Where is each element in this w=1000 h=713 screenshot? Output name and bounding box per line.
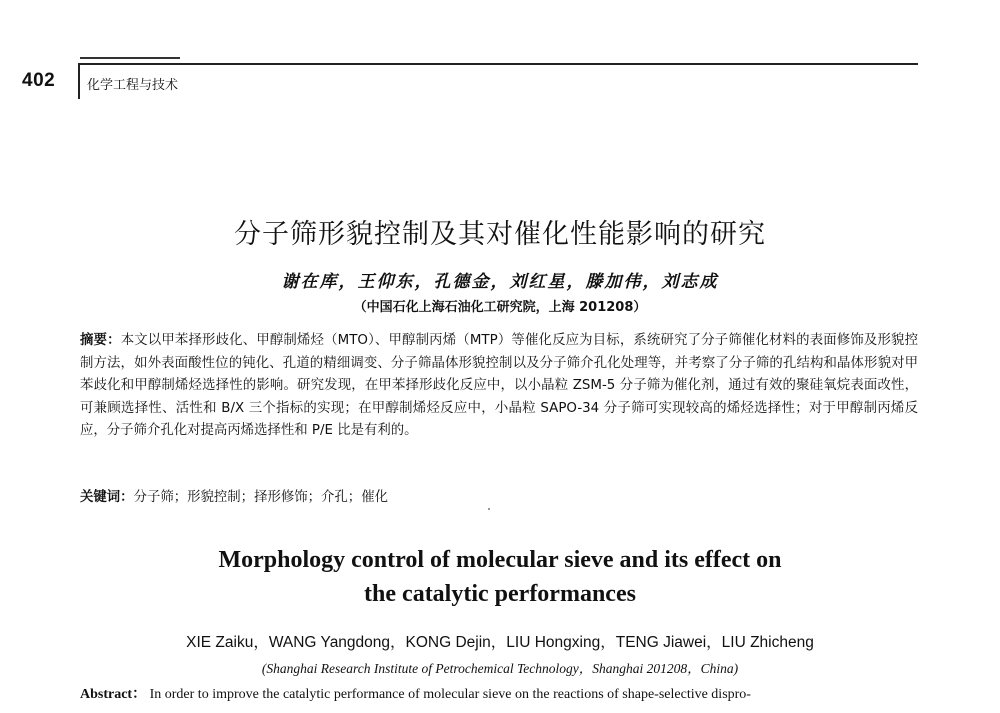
chinese-authors: 谢在库，王仰东，孔德金，刘红星，滕加伟，刘志成 [281, 272, 719, 292]
english-abstract-text: In order to improve the catalytic performance of molecular sieve on the reactions of shape-selective dispro- [149, 687, 751, 702]
chinese-affiliation: （中国石化上海石油化工研究院，上海 201208） [353, 300, 647, 315]
chinese-title: 分子筛形貌控制及其对催化性能影响的研究 [234, 219, 766, 250]
english-abstract-label: Abstract： [80, 687, 147, 702]
chinese-keywords-label: 关键词： [80, 490, 134, 505]
chinese-abstract-text: 本文以甲苯择形歧化、甲醇制烯烃（MTO）、甲醇制丙烯（MTP）等催化反应为目标，系统研究了分子筛催化材料的表面修饰及形貌控制方法，如外表面酸性位的钝化、孔道的精细调变、分子筛晶体形貌控制以及分子筛介孔化处理等，并考察了分子筛的孔结构和晶体形貌对甲苯歧化和甲醇制烯烃选择性的影响。研究发现，在甲苯择形歧化反应中，以小晶粒 ZSM-5 分子筛为催化剂，通过有效的聚硅氧烷表面改性，可兼顾选择性、活性和 B/X 三个指标的实现；在甲醇制烯烃反应中，小晶粒 SAPO-34 分子筛可实现较高的烯烃选择性；对于甲醇制丙烯反应，分子筛介孔化对提高丙烯选择性和 P/E 比是有利的。 [80, 333, 918, 439]
english-authors: XIE Zaiku，WANG Yangdong，KONG Dejin，LIU Hongxing，TENG Jiawei，LIU Zhicheng [186, 634, 814, 651]
english-affiliation: (Shanghai Research Institute of Petrochemical Technology，Shanghai 201208，China) [261, 661, 739, 676]
english-abstract [80, 683, 980, 703]
stray-dot [488, 508, 490, 510]
header-rule [80, 63, 918, 65]
english-title-line2: the catalytic performances [364, 581, 636, 607]
page-number: 402 [22, 70, 56, 91]
header-decorative-rule [80, 57, 180, 59]
chinese-keywords-text: 分子筛；形貌控制；择形修饰；介孔；催化 [133, 490, 388, 505]
header-divider [78, 63, 80, 99]
chinese-abstract [80, 330, 918, 443]
journal-name: 化学工程与技术 [87, 78, 179, 93]
chinese-keywords [80, 486, 918, 505]
chinese-abstract-label: 摘要： [80, 333, 121, 348]
english-title [0, 543, 1000, 611]
english-title-line1: Morphology control of molecular sieve and its effect on [218, 547, 782, 573]
